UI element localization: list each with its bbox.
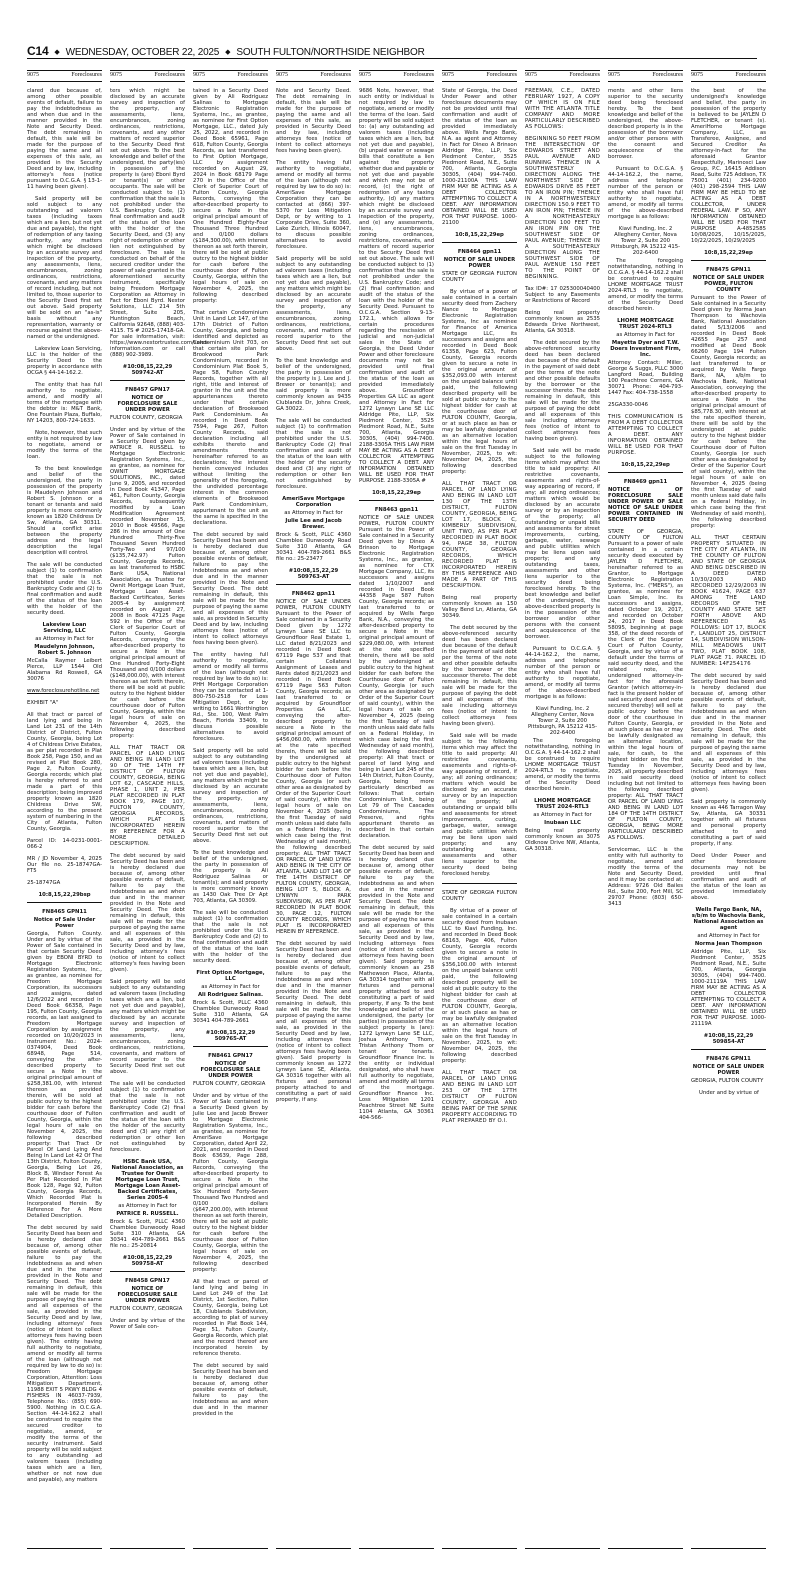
- notice-paragraph: FULTON COUNTY, GEORGIA: [110, 1306, 183, 1312]
- notice-paragraph: Pursuant to O.C.G.A. § 44-14-162.2, the name, address and telephone number of the person or entity who shall have full authority to negotiate, amend, or modify all terms of the above-described mortgage is as follows:: [608, 166, 683, 220]
- classified-code: 9075: [691, 72, 703, 78]
- notice-paragraph: ALL THAT TRACT OR PARCEL OF LAND LYING AND BEING IN LAND LOT 130 OF THE 13TH DISTRICT, FULTON COUNTY, GEORGIA, BEING LOT 17, BLOCK C, KIMBERLY SUBDIVISION, UNIT TWO, AS PER PLAT RECORDED IN PLAT BOOK 94, PAGE 38, FULTON COUNTY, GEORGIA RECORDS, WHICH RECORDED PLAT IS INCORPORATED HEREIN BY THIS REFERENCE AND MADE A PART OF THIS DESCRIPTION.: [442, 481, 517, 589]
- classified-label: Foreclosures: [154, 72, 185, 78]
- notice-paragraph: as Attorney in Fact for: [201, 984, 260, 990]
- notice-paragraph: as Attorney in Fact for: [533, 812, 592, 818]
- classified-label: Foreclosures: [403, 72, 434, 78]
- notice-heading: FN8462 gpn11: [291, 591, 336, 597]
- notice-heading: 10:8,15,22,29bsp: [38, 892, 91, 898]
- classified-label: Foreclosures: [735, 72, 766, 78]
- classified-label: Foreclosures: [486, 72, 517, 78]
- notice-heading: FN8476 GPN11: [706, 1056, 751, 1062]
- notice-paragraph: Note and Security Deed. The debt remaining in default, this sale will be made for the purpose of paying the same and all expenses of this sale, as provided in Security Deed and by law, including attorneys fees (notice of intent to collect attorneys fees having been given).: [276, 88, 351, 154]
- notice-paragraph: STATE OF GEORGIA FULTON COUNTY: [442, 890, 517, 902]
- notice-heading: Notice of Sale Under Power: [33, 917, 96, 929]
- notice-paragraph: ters which might be disclosed by an accurate survey and inspection of the property, any assessments, liens, encumbrances, zoning ordinances, restrictions, covenants, and any other matters of record superior to the Security Deed first set out above. To the best knowledge and belief of the undersigned, the party(ies) in possession of the property is (are) Eboni Byrd or tenant(s) or other occupants. The sale will be conducted subject to (1) confirmation that the sale is not prohibited under the U.S. Bankruptcy Code, (2) final confirmation and audit of the status of the loan with the holder of the Security Deed, and (3) any right of redemption or other lien not extinguished by foreclosure. The sale is conducted on behalf of the secured creditor under the power of sale granted in the aforementioned security instrument, specifically being Freedom Mortgage Corporation as Attorney in Fact for Eboni Byrd. Nestor Solutions, LLC 214 5th Street, Suite 205, Huntington Beach, California 92648, (888) 403-4115. TS # 2025-17418-GA. For sale information, visit: https://www.nestortrustee.com/sales-information.com or call (888) 902-3989.: [110, 88, 210, 358]
- notice-paragraph: Lakeview Loan Servicing, LLC is the holder of the Security Deed to the property in accordance with OCGA § 44-14-162.2.: [27, 346, 102, 376]
- column-header: [27, 70, 102, 82]
- notice-paragraph: Under and by virtue of the Power of Sale con-: [110, 1318, 185, 1330]
- notice-paragraph: Brock & Scott, PLLC 4360 Chamblee Dunwoody Road Suite 310 Atlanta, GA 30341 404-789-2661 B&S file no.: 25-23477: [276, 532, 351, 562]
- notice-column: [442, 70, 517, 1549]
- notice-divider: [691, 1049, 766, 1050]
- notice-paragraph: To the best knowledge and belief of the undersigned, the party in possession of the property is Maudelynn Johnson and Robert S. Johnson or a tenant or tenants and said property is more commonly known as 1820 Childress Dr Sw, Atlanta, GA 30311. Should a conflict arise between the property address and the legal description the legal description will control.: [27, 466, 102, 556]
- notice-column: [691, 70, 766, 1549]
- notice-column: [276, 70, 351, 1549]
- notice-paragraph: Said sale will be made subject to the following items which may affect the title to said property: All restrictive covenants, easements and rights-of-way appearing of record, if any; all zoning ordinances; matters which would be disclosed by an accurate survey or by an inspection of the property; all outstanding or unpaid bills and assessments for street improvements, curbing, garbage, water, sewage and public utilities which may be liens upon said property; and any outstanding taxes, assessments and other liens superior to the security deed being foreclosed hereby. To the best knowledge and belief of the undersigned, the above-described property is in the possession of the borrower and/or other persons with the consent and acquiescence of the borrower.: [525, 448, 600, 640]
- notice-paragraph: Under and by virtue of: [699, 1090, 759, 1096]
- notice-paragraph: Note, however, that such entity is not required by law to negotiate, amend or modify the terms of the loan.: [27, 430, 102, 460]
- notice-heading: #10:08,15,22,29 509742-AT: [122, 364, 173, 376]
- diamond-icon: ◆: [225, 49, 231, 56]
- notice-paragraph: Said sale will be made subject to the following items which may affect the title to said property: All restrictive covenants, easements and rights-of-way appearing of record, if any; all zoning ordinances; matters which would be disclosed by an accurate survey or by an inspection of the property; all outstanding or unpaid bills and assessments for street improvements, curbing, garbage, water, sewage and public utilities which may be liens upon said property; and any outstanding taxes, assessments and other liens superior to the security deed being foreclosed hereby.: [442, 733, 517, 877]
- notice-paragraph: FULTON COUNTY, GEORGIA: [110, 415, 183, 421]
- notice-heading: NOTICE OF FORECLOSURE SALE UNDER POWER OF SALE NOTICE OF SALE UNDER POWER CONTAINED IN SECURITY DEED: [608, 487, 683, 523]
- notice-paragraph: The debt secured by said Security Deed has been and is hereby declared due because of, among other possible events of default, failure to pay the indebtedness as and when due and in the manner provided in the Note and Security Deed. The debt remaining in default, this sale will be made for the purpose of paying the same and all expenses of the sale, as provided in the Security Deed and by law, including attorneys' fees (notice of intent to collect attorneys fees having been given). The entity having full authority to negotiate, amend or modify all terms of the loan (although not required by law to do so) is: Freedom Mortgage Corporation, Attention: Loss Mitigation Department, 11988 EXIT 5 PKWY BLDG 4 FISHERS IN 46037-7939, Telephone No.: (855) 690-5900. Nothing in O.C.G.A. Section 44-14-162.2 shall be construed to require the secured creditor to negotiate, amend, or modify the terms of the security instrument. Said property will be sold subject to any outstanding ad valorem taxes (including taxes which are a lien, whether or not now due and payable), any matters: [27, 1225, 103, 1483]
- classified-code: 9075: [193, 72, 205, 78]
- notice-heading: 10:8,15,22,29ep: [372, 490, 421, 496]
- notice-paragraph: Georgia, Fulton County. Under and by virtue of the Power of Sale contained in that certain Security Deed given by EBONI BYRD to Mortgage Electronic Registration Systems, Inc., as grantee, as nominee for Freedom Mortgage Corporation, its successors and assigns, dated 12/6/2022 and recorded in Deed Book 66358, Page 195, Fulton County, Georgia records, as last assigned to Freedom Mortgage Corporation by assignment recorded on 10/20/2023 in Instrument No.: 2024-0374904, Deed Book 68948, Page 514, conveying the after-described property to secure a Note in the original principal amount of $258,381.00, with interest thereon as provided therein, will be sold at public outcry to the highest bidder for cash before the courthouse door of Fulton County, Georgia, within the legal hours of sale on November 4, 2025, the following described property: That Tract Or Parcel Of Land Lying And Being In Land Lot 42 Of The 13th District, Fulton County, Georgia, Being Lot 26, Block B, Windsor Forest As Per Plat Recorded In Plat Book 128, Page 92, Fulton County, Georgia Records, Which Recorded Plat Is Incorporated Herein By Reference For A More Detailed Description.: [27, 931, 102, 1219]
- notice-paragraph: Deed Under Power and other foreclosure documents may not be provided until final confirmation and audit of the status of the loan as provided immediately above.: [691, 853, 766, 901]
- notice-heading: 10:8,15,22,29ep: [704, 250, 753, 256]
- notice-divider: [691, 260, 766, 261]
- notice-heading: Lakeview Loan Servicing, LLC: [42, 622, 87, 634]
- notice-heading: NOTICE OF SALE UNDER POWER: [692, 1064, 765, 1076]
- notice-divider: [110, 1271, 185, 1272]
- notice-paragraph: Being real property commonly known as 3075 Oldknow Drive NW, Atlanta, GA 30318.: [525, 828, 600, 852]
- notice-paragraph: NOTICE OF SALE UNDER POWER, FULTON COUNTY Pursuant to the Power of Sale contained in a Security Deed given by 1272 Lynwyn Lane SE LLC to Groundfloor Real Estate 1, LLC dated 8/21/2023 and recorded in Deed Book 67119 Page 537 and that certain Collateral Assignment of Leases and Rents dated 8/21/2023 and recorded in Deed Book 67119 Page 563 Fulton County, Georgia records; as last transferred to or acquired by Groundfloor Properties GA LLC, conveying the after-described property to secure a Note in the original principal amount of $456,060.00, with interest at the rate specified therein, there will be sold by the undersigned at public outcry to the highest bidder for cash before the Courthouse door of Fulton County, Georgia (or such other area as designated by Order of the Superior Court of said county), within the legal hours of sale on November 4, 2025 (being the first Tuesday of said month unless said date falls on a Federal Holiday, in which case being the first Wednesday of said month), the following described property: ALL THAT TRACT OR PARCEL OF LAND LYING AND BEING IN THE CITY OF ATLANTA, LAND LOT 146 OF THE 14TH DISTRICT OF FULTON COUNTY, GEORGIA, BEING LOT 5, BLOCK A, LYNWYN PARK SUBDIVISION, AS PER PLAT RECORDED IN PLAT BOOK 30, PAGE 12, FULTON COUNTY RECORDS, WHICH PLAT IS INCORPORATED HEREIN BY REFERENCE.: [276, 599, 351, 935]
- notice-paragraph: By virtue of a power of sale contained in a certain security deed from Zachery Nance to Mortgage Electronic Registration Systems, Inc as nominee for Finance of America Mortgage LLC, its successors and assigns and recorded in Deed Book 61358, Page 623, Fulton County, Georgia records given to secure a note in the original amount of $352,093.00 with interest on the unpaid balance until paid, the following described property will be sold at public outcry to the highest bidder for cash at the courthouse door of FULTON COUNTY, Georgia, or at such place as has or may be lawfully designated as an alternative location within the legal hours of sale on the first Tuesday in November, 2025, to wit: November 04, 2025, the following described property:: [442, 289, 517, 475]
- notice-paragraph: Kiavi Funding, Inc. 2 Allegheny Center, Nova Tower 2, Suite 200 Pittsburgh, PA 15212 415-202-6400: [610, 226, 681, 256]
- notice-paragraph: THIS COMMUNICATION IS FROM A DEBT COLLECTOR ATTEMPTING TO COLLECT A DEBT. ANY INFORMATION OBTAINED WILL BE USED FOR THAT PURPOSE.: [608, 414, 683, 456]
- notice-heading: 10:8,15,22,29ep: [621, 462, 670, 468]
- notice-paragraph: The entity that has full authority to negotiate, amend, and modify all terms of the mortgage with the debtor is: M&T Bank, One Fountain Plaza, Buffalo, NY 14203, 800-724-1633.: [27, 382, 102, 424]
- notice-heading: FN8458 GPN17: [125, 1278, 170, 1284]
- notice-paragraph: The foregoing notwithstanding, nothing in O.C.G.A. § 44-14-162.2 shall be construed to require LHOME MORTGAGE TRUST 2024-RTL3 to negotiate, amend, or modify the terms of the Security Deed described herein.: [608, 258, 683, 312]
- notice-paragraph: The debt secured by the above-referenced security deed has been declared due because of the default in the payment of said debt per the terms of the note and other possible defaults by the borrower or the successor thereto. The debt remaining in default, this sale will be made for the purpose of paying the debt and all expenses of this sale including attorneys fees (notice of intent to collect attorneys fees having been given).: [525, 340, 600, 442]
- notice-paragraph: The foregoing notwithstanding, nothing in O.C.G.A. § 44-14-162.2 shall be construed to require LHOME MORTGAGE TRUST 2024-RTL3 to negotiate, amend, or modify the terms of the Security Deed described herein.: [525, 738, 600, 792]
- diamond-icon: ◆: [54, 49, 60, 56]
- notice-paragraph: State of Georgia, the Deed Under Power and other foreclosure documents may not be provided until final confirmation and audit of the status of the loan as provided immediately above. Wells Fargo Bank, N.A. as agent and Attorney in Fact for Dineo A Brinson Aldridge Pite, LLP, Six Piedmont Center, 3525 Piedmont Road, N.E., Suite 700, Atlanta, Georgia 30305, (404) 994-7400. 1000-21100A THIS LAW FIRM MAY BE ACTING AS A DEBT COLLECTOR ATTEMPTING TO COLLECT A DEBT. ANY INFORMATION OBTAINED WILL BE USED FOR THAT PURPOSE. 1000-21100: [442, 88, 517, 226]
- notice-paragraph: Said property will be sold subject to any outstanding ad valorem taxes (including taxes which are a lien, but not yet due and payable), any matters which might be disclosed by an accurate survey and inspection of the property, any assessments, liens, encumbrances, zoning ordinances, restrictions, covenants, and matters of record superior to the Security Deed first set out above.: [276, 256, 351, 352]
- notice-paragraph: ALL THAT CERTAIN PROPERTY SITUATED IN THE CITY OF ATLANTA, IN THE COUNTY OF FULTON AND STATE OF GEORGIA AND BEING DESCRIBED IN A DEED DATED 10/30/2003 AND RECORDED 12/29/2003 IN BOOK 41624, PAGE 637 AMONG THE LAND RECORDS OF THE COUNTY AND STATE SET FORTH ABOVE AND REFERENCED AS FOLLOWS: LOT 17, BLOCK F, LANDLOT 25, DISTRICT 14, SUBDIVISION WILSON-MILL MEADOWS UNIT TWO, PLAT BOOK 108, PLAT PAGE 71. PARCEL ID NUMBER: 14F254176: [691, 535, 766, 667]
- notice-paragraph: The sale will be conducted subject (1) to confirmation that the sale is not prohibited under the U.S. Bankruptcy Code and (2) to final confirmation and audit of the status of the loan with the holder of the security deed.: [27, 562, 102, 616]
- notice-heading: #10:08,15,22,29 509763-AT: [288, 568, 339, 580]
- notice-divider: [110, 380, 185, 381]
- notice-paragraph: Pursuant to O.C.G.A. § 44-14-162.2, the name, address and telephone number of the person or entity who shall have full authority to negotiate, amend, or modify all terms of the above-described mortgage is as follows:: [525, 646, 600, 700]
- notice-paragraph: FREEMAN, C.E., DATED FEBRUARY 1927, A COPY OF WHICH IS ON FILE WITH THE ATLANTA TITLE COMPANY AND MORE PARTICULARLY DESCRIBED AS FOLLOWS:: [525, 88, 600, 130]
- notice-paragraph: All that tract or parcel of land lying and being in Land Lot 231 of the 14th District of District, Fulton County, Georgia, being Lot 4 of Childress Drive Estates, as per plat recorded in Plat Book 258, Page 150, and as revised at Plat Book 280, Page 2, Fulton County, Georgia records; which plat is hereby referred to and made a part of this description; being improved property known as 1820 Childress Drive SW, according to the present system of numbering in the City of Atlanta, Fulton County, Georgia.: [27, 712, 102, 832]
- notice-heading: FN8457 GPN17: [125, 387, 170, 393]
- notice-paragraph: Being real property commonly known as 2535 Edwards Drive Northwest, Atlanta, GA 30318.: [525, 310, 600, 334]
- notice-heading: AmeriSave Mortgage Corporation: [282, 496, 345, 508]
- notice-paragraph: Brock & Scott, PLLC 4360 Chamblee Dunwoody Road Suite 310 Atlanta, GA 30341 404-789-2661: [193, 1000, 268, 1024]
- notice-heading: Maudelynn Johnson, Robert S. Johnson: [34, 644, 95, 656]
- notice-heading: LHOME MORTGAGE TRUST 2024-RTL3: [534, 798, 591, 810]
- notice-heading: 10:8,15,22,29ep: [455, 232, 504, 238]
- notice-heading: FN8463 gpn11: [374, 507, 419, 513]
- notice-heading: FN8475 GPN11: [706, 267, 751, 273]
- notice-paragraph: and Attorney in Fact for: [697, 933, 760, 939]
- classified-code: 9075: [359, 72, 371, 78]
- notice-paragraph: Said property will be sold subject to any outstanding ad valorem taxes (including taxes which are a lien, but not yet due and payable), the right of redemption of any taxing authority, any matters which might be disclosed by an accurate survey and inspection of the property, any assessments, liens, encumbrances, zoning ordinances, restrictions, covenants, and any matters of record including, but not limited to, those superior to the Security Deed first set out above. Said property will be sold on an "as-is" basis without any representation, warranty or recourse against the above-named or the undersigned.: [27, 196, 102, 340]
- column-header: [442, 70, 517, 82]
- page-header: [27, 44, 757, 59]
- notice-column: [193, 70, 268, 1549]
- classified-code: 9075: [27, 72, 39, 78]
- notice-divider: [27, 902, 102, 903]
- classified-code: 9075: [525, 72, 537, 78]
- notice-heading: #10:08,15,22,29 509758-AT: [122, 1255, 173, 1267]
- notice-paragraph: STATE OF GEORGIA, COUNTY OF FULTON Pursuant to a power of sale contained in a certain security deed executed by JAYLEN D FLETCHER, hereinafter referred to as Grantor, to Mortgage Electronic Registration Systems, Inc. ("MERS"), as grantee, as nominee for Loan Simple, Inc. its successors and assigns, dated October 19, 2017, and recorded on October 24, 2017 in Deed Book 58095, beginning at page 358, of the deed records of the Clerk of the Superior Court of Fulton County, Georgia, and by virtue of a default under the terms of said security deed, and the related note, the undersigned attorney-in-fact for the aforesaid Grantor (which attorney-in-fact is the present holder of said security deed and note secured thereby) will sell at public outcry before the door of the courthouse in Fulton County, Georgia, or at such place as has or may be lawfully designated as an alternative location, within the legal hours of sale, for cash, to the highest bidder on the first Tuesday in November, 2025, all property described in said security deed including but not limited to the following described property: ALL THAT TRACT OR PARCEL OF LAND LYING AND BEING IN LAND LOT 184 OF THE 14TH DISTRICT OF FULTON COUNTY, GEORGIA, BEING MORE PARTICULARLY DESCRIBED AS FOLLOWS.: [608, 529, 684, 841]
- notice-heading: PATRICE R. RUSSELL.: [116, 1211, 179, 1217]
- notice-heading: FN8461 GPN17: [208, 1053, 253, 1059]
- notice-paragraph: The sale will be conducted subject (1) to confirmation that the sale is not prohibited under the U.S. Bankruptcy Code (2) final confirmation and audit of the status of the loan with the holder of the security deed and (3) any right of redemption or other lien not extinguished by foreclosure.: [110, 1081, 185, 1153]
- notice-paragraph: Being real property commonly known as 150 Valley Bend Ln, Atlanta, GA 30349.: [442, 595, 517, 619]
- section-name: SOUTH FULTON/NORTHSIDE NEIGHBOR: [236, 47, 425, 58]
- notice-paragraph: 25GA330-0046: [608, 402, 648, 408]
- notice-paragraph: The debt secured by said Security Deed has been and is hereby declared due because of, among other possible events of default, failure to pay the indebtedness as and when due and in the manner provided in the: [193, 1363, 269, 1417]
- notice-paragraph: MR / JD November 4, 2025 Our file no. 25-18747GA-FT5: [27, 856, 102, 874]
- notice-heading: LHOME MORTGAGE TRUST 2024-RTL3: [617, 318, 674, 330]
- notice-paragraph: McCalla Raymer Leibert Pierce, LLP 1544 Old Alabama Rd Roswell, GA 30076: [27, 658, 102, 682]
- notice-paragraph: The entity having full authority to negotiate, amend or modify all terms of the loan (although not required by law to do so) is: PHH Mortgage Corporation they can be contacted at 1-800-750-2518 for Loss Mitigation Dept, or by writing to 1661 Worthington Rd., Ste. 100, West Palm Beach, Florida 33409, to discuss possible alternatives to avoid foreclosure.: [193, 652, 268, 742]
- notice-column: [27, 70, 102, 1549]
- notice-heading: NOTICE OF FORECLOSURE SALE UNDER POWER: [200, 1061, 261, 1079]
- website-link[interactable]: www.foreclosurehotline.net: [27, 688, 100, 694]
- notice-paragraph: Said property will be sold subject to any outstanding ad valorem taxes (including taxes which are a lien, but not yet due and payable), any matters which might be disclosed by an accurate survey and inspection of the property, any assessments, liens, encumbrances, zoning ordinances, restrictions, covenants, and matters of record superior to the Security Deed first set out above.: [110, 979, 185, 1075]
- notice-column: [525, 70, 600, 1549]
- notice-heading: NOTICE OF FORECLOSURE SALE UNDER POWER: [117, 1286, 178, 1304]
- notice-paragraph: the best of the undersigned's knowledge and belief, the party in possession of the property is believed to be JAYLEN D FLETCHER, or tenant (s). AmeriHome Mortgage Company, LLC, as Transferee, Assignee, and Secured Creditor As attorney-in-fact for the aforesaid Grantor Respectfully, Marinosci Law Group, P.C. 16415 Addison Road, Suite 725 Addison, TX 75001 (401) 234-9200 (401) 298-2594 THIS LAW FIRM MAY BE HELD TO BE ACTING AS A DEBT COLLECTOR, UNDER FEDERAL LAW. IF SO, ANY INFORMATION OBTAINED WILL BE USED FOR THAT PURPOSE A-4852585 10/08/2025, 10/15/2025, 10/22/2025, 10/29/2025: [691, 88, 766, 244]
- notice-paragraph: The entity having full authority to negotiate, amend or modify all terms of the loan (although not required by law to do so) is: AmeriSave Mortgage Corporation they can be contacted at (866) 397-5370 for Loss Mitigation Dept, or by writing to 1 Corporate Drive, Suite 360, Lake Zurich, Illinois 60047, to discuss possible alternatives to avoid foreclosure.: [276, 160, 351, 250]
- notice-paragraph: 25-18747GA: [27, 880, 61, 886]
- notice-paragraph: ALL THAT TRACT OR PARCEL OF LAND LYING AND BEING IN LAND LOT 253 OF THE 17TH DISTRICT OF FULTON COUNTY, GEORGIA AND BEING PART OF THE SPINK PROPERTY ACCORDING TO PLAT PREPARED BY O.I.: [442, 1070, 517, 1124]
- notice-paragraph: as Attorney in Fact for: [118, 1203, 177, 1209]
- notice-paragraph: Parcel ID: 14-0231-0001-066-2: [27, 838, 102, 850]
- notice-paragraph: GEORGIA, FULTON COUNTY: [691, 1078, 764, 1084]
- notice-paragraph: Under and by virtue of the Power of Sale contained in a Security Deed given by Julie Lee and Jacob Brewer to Mortgage Electronic Registration Systems, Inc., as grantee, as nominee for AmeriSave Mortgage Corporation, dated April 22, 2021, and recorded in Deed Book 63639, Page 288, Fulton County, Georgia Records, conveying the after-described property to secure a Note in the original principal amount of Six Hundred Forty-Seven Thousand Two Hundred and 0/100 dollars ($647,200.00), with interest thereon as set forth therein, there will be sold at public outcry to the highest bidder for cash before the courthouse door of Fulton County, Georgia, within the legal hours of sale on November 4, 2025, the following described property:: [193, 1093, 268, 1273]
- notice-paragraph: ALL THAT TRACT OR PARCEL OF LAND LYING AND BEING IN LAND LOT 90 OF THE 14TH FF DISTRICT OF FULTON COUNTY, GEORGIA, BEING LOT 62, CASCADE HILLS, PHASE 1, UNIT 2, PER PLAT RECORDED IN PLAT BOOK 179, PAGE 107, FULTON COUNTY, GEORGIA RECORDS, WHICH PLAT IS INCORPORATED HEREIN BY REFERENCE FOR A MORE DETAILED DESCRIPTION.: [110, 745, 185, 847]
- column-header: [525, 70, 600, 82]
- notice-heading: Inubaan LLC: [544, 820, 581, 826]
- notice-paragraph: The debt secured by the above-referenced security deed has been declared due because of the default in the payment of said debt per the terms of the note and other possible defaults by the borrower or the successor thereto. The debt remaining in default, this sale will be made for the purpose of paying the debt and all expenses of this sale including attorneys fees (notice of intent to collect attorneys fees having been given).: [442, 625, 517, 727]
- classified-code: 9075: [276, 72, 288, 78]
- notice-heading: #10:08,15,22,29 509854-AT: [703, 1033, 754, 1045]
- notice-paragraph: The debt secured by said Security Deed has been and is hereby declared due because of, among other possible events of default, failure to pay the indebtedness as and when due and in the manner provided in the Note and Security Deed. The debt remaining in default, this sale will be made for the purpose of paying the same and all expenses of this sale, as provided in the Security Deed and by law, including attorneys fees (notice of intent to collect attorneys fees having been given). Said property is commonly known as 1272 Lynwyn Lane SE, Atlanta, GA 30316 together with all fixtures and personal property attached to and constituting a part of said property, if any.: [276, 941, 352, 1103]
- notice-paragraph: That certain Condominium Unit in Land Lot 147, of the 17th District of Fulton County, Georgia, and being identified and depicted as Condominium Unit 703, on that certain site plan for Brookwood Park Condominium, recorded in Condominium Plat Book 5, Page 58, Fulton County Records, together with all right, title and interest of grantor in the unit and the appurtenances thereto under that certain declaration of Brookwood Park Condominium. As recorded in Deed Book 7594, Page 267, Fulton County Records, said declaration including all exhibits thereto and amendments thereto hereinafter referred to as declarations; the interest herein conveyed includes without limiting the generality of the foregoing, the undivided percentage interest in the common elements of Brookwood Park Condominium, appurtenant to the unit as the same is specified in the declarations.: [193, 310, 268, 526]
- classified-code: 9075: [608, 72, 620, 78]
- classified-label: Foreclosures: [71, 72, 102, 78]
- classified-label: Foreclosures: [237, 72, 268, 78]
- notice-divider: [442, 242, 517, 243]
- notice-paragraph: ments and other liens superior to the security deed being foreclosed hereby. To the best knowledge and belief of the undersigned, the above-described property is in the possession of the borrower and/or other persons with the consent and acquiescence of the borrower.: [608, 88, 683, 160]
- notice-paragraph: as Attorney in Fact for: [616, 332, 675, 338]
- column-header: [359, 70, 434, 82]
- notice-heading: Ali Rodriguez Salinas.: [197, 992, 264, 998]
- notice-divider: [442, 883, 517, 884]
- notice-paragraph: STATE OF GEORGIA FULTON COUNTY: [442, 271, 517, 283]
- notice-heading: FN8465 GPN11: [42, 909, 87, 915]
- notice-paragraph: The debt secured by said Security Deed has been and is hereby declared due because of, among other possible events of default, failure to pay the indebtedness as and when due and in the manner provided in the Note and Security Deed. The debt remaining in default, this sale will be made for the purpose of paying the same and all expenses of this sale, as provided in Security Deed and by law, including attorneys fees (notice of intent to collect attorneys fees having been given).: [193, 532, 269, 646]
- notice-paragraph: BEGINNING 50 FEET FROM THE INTERSECTION OF EDWARDS STREET AND PAUL AVENUE AND RUNNING THENCE IN A SOUTHWESTERLY DIRECTION ALONG THE NORTHWEST SIDE OF EDWARDS DRIVE 85 FEET TO AN IRON PIN; THENCE IN A NORTHWESTERLY DIRECTION 150.9 FEET TO AN IRON PIN; THENCE IN A NORTHEASTERLY DIRECTION 100 FEET TO AN IRON PIN ON THE SOUTHWEST SIDE OF PAUL AVENUE; THENCE IN A SOUTHEASTERLY DIRECTION ALONG THE SOUTHWEST SIDE OF PAUL AVENUE 150 FEET TO THE POINT OF BEGINNING.: [525, 136, 600, 280]
- column-header: [110, 70, 185, 82]
- notice-paragraph: Servicemac, LLC is the entity with full authority to negotiate, amend and modify the terms of the Note and Security Deed, and it may be contacted at: Address: 9726 Old Bailes Rd., Suite 200, Fort Mill, SC 29707 Phone: (803) 650-3413: [608, 847, 683, 907]
- notice-heading: NOTICE OF FORECLOSURE SALE UNDER POWER: [117, 395, 178, 413]
- notice-paragraph: Kiavi Funding, Inc. 2 Allegheny Center, Nova Tower 2, Suite 200 Pittsburgh, PA 15212 415-202-6400: [527, 706, 598, 736]
- notice-paragraph: Attorney Contact: Miller, George & Suggs, PLLC 3000 Langford Road, Building 100 Peachtree Corners, GA 30071 Phone: 404-793-1447 Fax: 404-738-1558: [608, 360, 683, 396]
- classified-label: Foreclosures: [569, 72, 600, 78]
- column-header: [193, 70, 268, 82]
- notice-paragraph: Said property will be sold subject to any outstanding ad valorem taxes (including taxes which are a lien, but not yet due and payable), any matters which might be disclosed by an accurate survey and inspection of the property, any assessments, liens, encumbrances, zoning ordinances, restrictions, covenants, and matters of record superior to the Security Deed first set out above.: [193, 748, 268, 844]
- notice-paragraph: Brock & Scott, PLLC 4360 Chamblee Dunwoody Road Suite 310 Atlanta, GA 30341 404-789-2661 B&S file no.: 25-20814: [110, 1219, 185, 1249]
- notice-paragraph: By virtue of a power of sale contained in a certain security deed from Inubaan LLC to Kiavi Funding, Inc. and recorded in Deed Book 68163, Page 406, Fulton County, Georgia records given to secure a note in the original amount of $356,100.00 with interest on the unpaid balance until paid, the following described property will be sold at public outcry to the highest bidder for cash at the courthouse door of FULTON COUNTY, Georgia, or at such place as has or may be lawfully designated as an alternative location within the legal hours of sale on the first Tuesday in November, 2025, to wit: November 04, 2025, the following described property:: [442, 908, 517, 1064]
- classified-code: 9075: [442, 72, 454, 78]
- notice-paragraph: Aldridge Pite, LLP, Six Piedmont Center, 3525 Piedmont Road, N.E., Suite 700, Atlanta, Georgia 30305, (404) 994-7400. 1000-21119A THIS LAW FIRM MAY BE ACTING AS A DEBT COLLECTOR ATTEMPTING TO COLLECT A DEBT. ANY INFORMATION OBTAINED WILL BE USED FOR THAT PURPOSE. 1000-21119A: [691, 949, 766, 1027]
- notice-paragraph: The debt secured by said Security Deed has been and is hereby declared due because of, among other possible events of default, failure to pay the indebtedness as and when due and in the manner provided in the Note and Security Deed. The debt remaining in default, this sale will be made for the purpose of paying the same and all expenses of this sale, as provided in the Security Deed and by law, including attorneys fees (notice of intent to collect attorneys fees having been given).: [691, 673, 767, 793]
- notice-divider: [276, 584, 351, 585]
- issue-date: WEDNESDAY, OCTOBER 22, 2025: [65, 47, 220, 58]
- classified-label: Foreclosures: [652, 72, 683, 78]
- notice-heading: NOTICE OF SALE UNDER POWER: [443, 257, 516, 269]
- notice-paragraph: 9686 Note, however, that such entity or individual is not required by law to negotiate, amend or modify the terms of the loan. Said property will be sold subject to: (a) any outstanding ad valorem taxes (including taxes which are a lien, but not yet due and payable), (b) unpaid water or sewage bills that constitute a lien against the property whether due and payable or not yet due and payable and which may not be of record, (c) the right of redemption of any taxing authority, (d) any matters which might be disclosed by an accurate survey and inspection of the property, and (e) any assessments, liens, encumbrances, zoning ordinances, restrictions, covenants, and matters of record superior to the Security Deed first set out above. The sale will be conducted subject to (1) confirmation that the sale is not prohibited under the U.S. Bankruptcy Code; and (2) final confirmation and audit of the status of the loan with the holder of the Security Deed. Pursuant to O.C.G.A. Section 9-13-172.1, which allows for certain procedures regarding the rescission of judicial and non-judicial sales in the State of Georgia, the Deed Under Power and other foreclosure documents may not be provided until final confirmation and audit of the status of the loan as provided immediately above. Groundfloor Properties GA LLC as agent and Attorney in Fact for 1272 Lynwyn Lane SE LLC Aldridge Pite, LLP, Six Piedmont Center, 3525 Piedmont Road, N.E., Suite 700, Atlanta, Georgia 30305, (404) 994-7400. 2188-3305A THIS LAW FIRM MAY BE ACTING AS A DEBT COLLECTOR ATTEMPTING TO COLLECT A DEBT. ANY INFORMATION OBTAINED WILL BE USED FOR THAT PURPOSE. 2188-3305A #: [359, 88, 434, 484]
- notice-heading: FN8469 gpn11: [623, 479, 668, 485]
- notice-paragraph: as Attorney in Fact for: [35, 636, 94, 642]
- notice-paragraph: Tax ID#: 17 025300040400 Subject to any Easements or Restrictions of Record: [525, 286, 600, 304]
- notice-paragraph: The debt secured by said Security Deed has been and is hereby declared due because of, among other possible events of default, failure to pay the indebtedness as and when due and in the manner provided in the Note and Security Deed. The debt remaining in default, this sale will be made for the purpose of paying the same and all expenses of this sale, as provided in the Security Deed and by law, including attorneys fees (notice of intent to collect attorneys fees having been given). Said property is commonly known as 258 Mathewson Place, Atlanta, GA 30314 together with all fixtures and personal property attached to and constituting a part of said property, if any. To the best knowledge and belief of the undersigned, the party (or parties) in possession of the subject property is (are): 1272 Lynwyn Lane SE LLC, Joshua Anthony Thom, Tristan Anthony Thom or tenant or tenants. Groundfloor Finance Inc. is the entity or individual designated, who shall have full authority to negotiate, amend and modify all terms of the mortgage. Groundfloor Finance Inc. Loss Mitigation 1201 Peachtree Street NE Suite 1104 Atlanta, GA 30361 404-566-: [359, 845, 435, 1121]
- notice-paragraph: EXHIBIT "A": [27, 700, 59, 706]
- column-header: [608, 70, 683, 82]
- notice-column: [359, 70, 434, 1549]
- notice-paragraph: tained in a Security Deed given by Ali Rodriguez Salinas to Mortgage Electronic Registration Systems, Inc., as grantee, as nominee for First Option Mortgage, LLC., dated July 25, 2022, and recorded in Deed Book 65961, Page 618, Fulton County, Georgia Records, as last transferred to First Option Mortgage, LLC by assignment recorded on August 29, 2024 in Book 68179 Page 270 in the Office of the Clerk of Superior Court of Fulton County, Georgia Records, conveying the after-described property to secure a Note in the original principal amount of One Hundred Eighty-Four Thousand Three Hundred and 0/100 dollars ($184,300.00), with interest thereon as set forth therein, there will be sold at public outcry to the highest bidder for cash before the courthouse door of Fulton County, Georgia, within the legal hours of sale on November 4, 2025, the following described property:: [193, 88, 268, 304]
- notice-paragraph: To the best knowledge and belief of the undersigned, the party in possession of the property is Ali Rodriguez Salinas or tenant(s); and said property is more commonly known as 1430 Oak Tree Dr Apt 703, Atlanta, GA 30309.: [193, 850, 268, 904]
- notice-heading: HSBC Bank USA, National Association, as Trustee for Ownit Mortgage Loan Trust, Mortgage Loan Asset-Backed Certificates, Series 2005-4: [111, 1159, 184, 1201]
- notice-heading: Norma Jean Thompson: [694, 941, 763, 947]
- notice-divider: [608, 472, 683, 473]
- page-number: C14: [27, 44, 49, 58]
- notice-paragraph: To the best knowledge and belief of the undersigned, the party in possession of the property is J. Lee and J. Brewer or tenant(s); and said property is more commonly known as 9435 Clublands Dr, Johns Creek, GA 30022.: [276, 358, 351, 412]
- column-header: [691, 70, 766, 82]
- notice-paragraph: FULTON COUNTY, GEORGIA: [193, 1081, 266, 1087]
- classified-label: Foreclosures: [320, 72, 351, 78]
- notice-heading: FN8464 gpn11: [457, 249, 502, 255]
- notice-paragraph: Under and by virtue of the Power of Sale contained in a Security Deed given by PATRICE R. RUSSELL to Mortgage Electronic Registration Systems, Inc., as grantee, as nominee for OWNIT MORTGAGE SOLUTIONS, INC., dated June 9, 2005, and recorded in Deed Book 41347, Page 461, Fulton County, Georgia Records, subsequently modified by a Loan Modification Agreement recorded November 15, 2010 in Book 49566, Page 286 in the amount of One Hundred Thirty-Five Thousand Seven Hundred Forty-Two and 97/100 ($135,742.97) Fulton County, Georgia Records, as last transferred to HSBC Bank USA, National Association, as Trustee for Ownit Mortgage Loan Trust, Mortgage Loan Asset-Backed Certificates, Series 2005-4 by assignment recorded on August 27, 2008 in Book 47125 Page 592 in the Office of the Clerk of Superior Court of Fulton County, Georgia Records, conveying the after-described property to secure a Note in the original principal amount of One Hundred Forty-Eight Thousand and 0/100 dollars ($148,000.00), with interest thereon as set forth therein, there will be sold at public outcry to the highest bidder for cash before the courthouse door of Fulton County, Georgia, within the legal hours of sale on November 4, 2025, the following described property:: [110, 427, 185, 739]
- notice-paragraph: All that tract or parcel of land lying and being in Land Lot 249 of the 1st District, 1st Section, Fulton County, Georgia, being Lot 18, Clublands Subdivision, according to plat of survey recorded in Plat Book 144, Page 51, Fulton County, Georgia Records, which plat and the record thereof are incorporated herein by reference thereto.: [193, 1279, 268, 1357]
- classified-code: 9075: [110, 72, 122, 78]
- notice-column: [608, 70, 683, 1549]
- notice-paragraph: Said property is commonly known as 446 Tarragon Way Sw, Atlanta, GA 30331 together with all fixtures and personal property attached to and constituting a part of said property, if any.: [691, 799, 766, 847]
- notice-paragraph: The debt secured by said Security Deed has been and is hereby declared due because of, among other possible events of default, failure to pay the indebtedness as and when due and in the manner provided in the Note and Security Deed. The debt remaining in default, this sale will be made for the purpose of paying the same and all expenses of this sale, as provided in the Security Deed and by law, including attorney's fees (notice of intent to collect attorney's fees having been given).: [110, 853, 186, 973]
- notice-heading: Julie Lee and Jacob Brewer.: [285, 518, 342, 530]
- notice-divider: [359, 500, 434, 501]
- notice-heading: Wells Fargo Bank, NA, s/b/m to Wachovia Bank, National Association as agent: [691, 907, 766, 931]
- notice-column: [110, 70, 210, 1549]
- notice-paragraph: NOTICE OF SALE UNDER POWER, FULTON COUNTY Pursuant to the Power of Sale contained in a Security Deed given by Dineo A Brinson to Mortgage Electronic Registration Systems, Inc., as grantee, as nominee for CTX Mortgage Company, LLC, its successors and assigns dated 1/10/2007 and recorded in Deed Book 44358 Page 587 Fulton County, Georgia records; as last transferred to or acquired by Wells Fargo Bank, N.A., conveying the after-described property to secure a Note in the original principal amount of $229,080.00, with interest at the rate specified therein, there will be sold by the undersigned at public outcry to the highest bidder for cash before the Courthouse door of Fulton County, Georgia (or such other area as designated by Order of the Superior Court of said county), within the legal hours of sale on November 4, 2025 (being the first Tuesday of said month unless said date falls on a Federal Holiday, in which case being the first Wednesday of said month), the following described property: All that tract or parcel of land lying and being in Land Lot 245 of the 14th District, Fulton County, Georgia, being more particularly described as follows: That certain Condominium Unit, being Lot 79 of The Cascades Condominiums, The Preserve, and rights appurtenant thereto as described in that certain declaration.: [359, 515, 434, 839]
- notice-heading: #10:08,15,22,29 509765-AT: [205, 1030, 256, 1042]
- notice-paragraph: clared due because of, among other possible events of default, failure to pay the indebtedness as and when due and in the manner provided in the Note and Security Deed. The debt remaining in default, this sale will be made for the purpose of paying the same and all expenses of this sale, as provided in the Security Deed and by law, including attorney's fees (notice pursuant to O.C.G.A. § 13-1-11 having been given).: [27, 88, 102, 190]
- notice-paragraph: as Attorney in Fact for: [284, 510, 343, 516]
- notice-paragraph: The sale will be conducted subject (1) to confirmation that the sale is not prohibited under the U.S. Bankruptcy Code and (2) to final confirmation and audit of the status of the loan with the holder of the security deed.: [193, 910, 268, 964]
- notice-divider: [193, 1046, 268, 1047]
- notice-heading: NOTICE OF SALE UNDER POWER, FULTON COUNTY: [692, 275, 765, 293]
- notice-heading: Mayetta Dyer and T.W. Doers Investment Firm, Inc.: [610, 340, 681, 358]
- notice-paragraph: Pursuant to the Power of Sale contained in a Security Deed given by Norma Jean Thompson to Wachovia Bank, National Association dated 5/13/2006 and recorded in Deed Book 42655 Page 257 and modified at Deed Book 66260 Page 194 Fulton County, Georgia records; as last transferred to or acquired by Wells Fargo Bank, NA, s/b/m to Wachovia Bank, National Association, conveying the after-described property to secure a Note in the original principal amount of $85,778.30, with interest at the rate specified therein, there will be sold by the undersigned at public outcry to the highest bidder for cash before the Courthouse door of Fulton County, Georgia (or such other area as designated by Order of the Superior Court of said county), within the legal hours of sale on November 4, 2025 (being the first Tuesday of said month unless said date falls on a Federal Holiday, in which case being the first Wednesday of said month), the following described property:: [691, 295, 766, 529]
- notice-paragraph: The sale will be conducted subject (1) to confirmation that the sale is not prohibited under the U.S. Bankruptcy Code (2) final confirmation and audit of the status of the loan with the holder of the security deed and (3) any right of redemption or other lien not extinguished by foreclosure.: [276, 418, 351, 490]
- column-header: [276, 70, 351, 82]
- notice-heading: First Option Mortgage, LLC: [196, 970, 265, 982]
